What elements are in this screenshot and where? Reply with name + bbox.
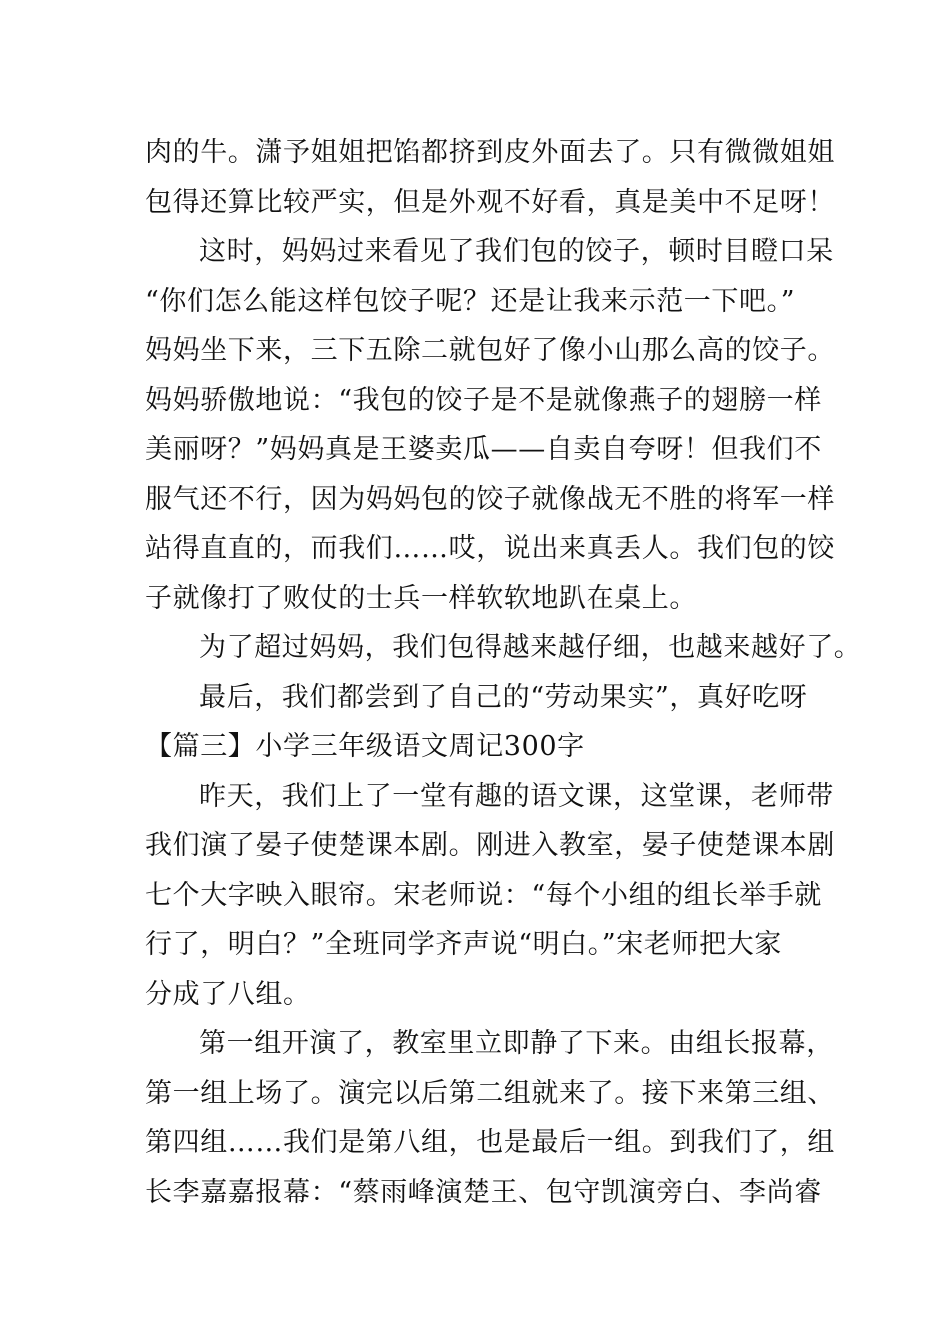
text-line: 为了超过妈妈，我们包得越来越仔细，也越来越好了。 <box>199 632 862 663</box>
text-line: 行了，明白？”全班同学齐声说“明白。”宋老师把大家 <box>145 929 782 960</box>
text-line: 这时，妈妈过来看见了我们包的饺子，顿时目瞪口呆 <box>199 236 834 267</box>
text-line: 妈妈坐下来，三下五除二就包好了像小山那么高的饺子。 <box>145 335 835 366</box>
text-line: 最后，我们都尝到了自己的“劳动果实”，真好吃呀 <box>199 681 808 713</box>
text-line: 昨天，我们上了一堂有趣的语文课，这堂课，老师带 <box>199 780 834 812</box>
text-line: 第一组上场了。演完以后第二组就来了。接下来第三组、 <box>145 1077 835 1109</box>
text-line: 第四组……我们是第八组，也是最后一组。到我们了，组 <box>145 1127 835 1158</box>
text-line: 服气还不行，因为妈妈包的饺子就像战无不胜的将军一样 <box>145 483 835 515</box>
text-line: 七个大字映入眼帘。宋老师说：“每个小组的组长举手就 <box>145 879 822 911</box>
text-line: 第一组开演了，教室里立即静了下来。由组长报幕， <box>199 1028 834 1059</box>
text-line: 【篇三】小学三年级语文周记300字 <box>145 731 585 762</box>
text-line: 妈妈骄傲地说：“我包的饺子是不是就像燕子的翅膀一样 <box>145 384 822 416</box>
text-line: 包得还算比较严实，但是外观不好看，真是美中不足呀！ <box>145 186 835 218</box>
text-line: 长李嘉嘉报幕：“蔡雨峰演楚王、包守凯演旁白、李尚睿 <box>145 1176 822 1208</box>
text-line: 分成了八组。 <box>145 978 311 1010</box>
text-line: 子就像打了败仗的士兵一样软软地趴在桌上。 <box>145 582 697 614</box>
text-line: “你们怎么能这样包饺子呢？还是让我来示范一下吧。” <box>145 285 796 317</box>
text-line: 站得直直的，而我们……哎，说出来真丢人。我们包的饺 <box>145 533 835 564</box>
text-line: 美丽呀？”妈妈真是王婆卖瓜——自卖自夸呀！但我们不 <box>145 434 822 465</box>
text-line: 肉的牛。潇予姐姐把馅都挤到皮外面去了。只有微微姐姐 <box>145 137 835 168</box>
text-line: 我们演了晏子使楚课本剧。刚进入教室，晏子使楚课本剧 <box>145 830 835 861</box>
document-body <box>145 128 862 1217</box>
